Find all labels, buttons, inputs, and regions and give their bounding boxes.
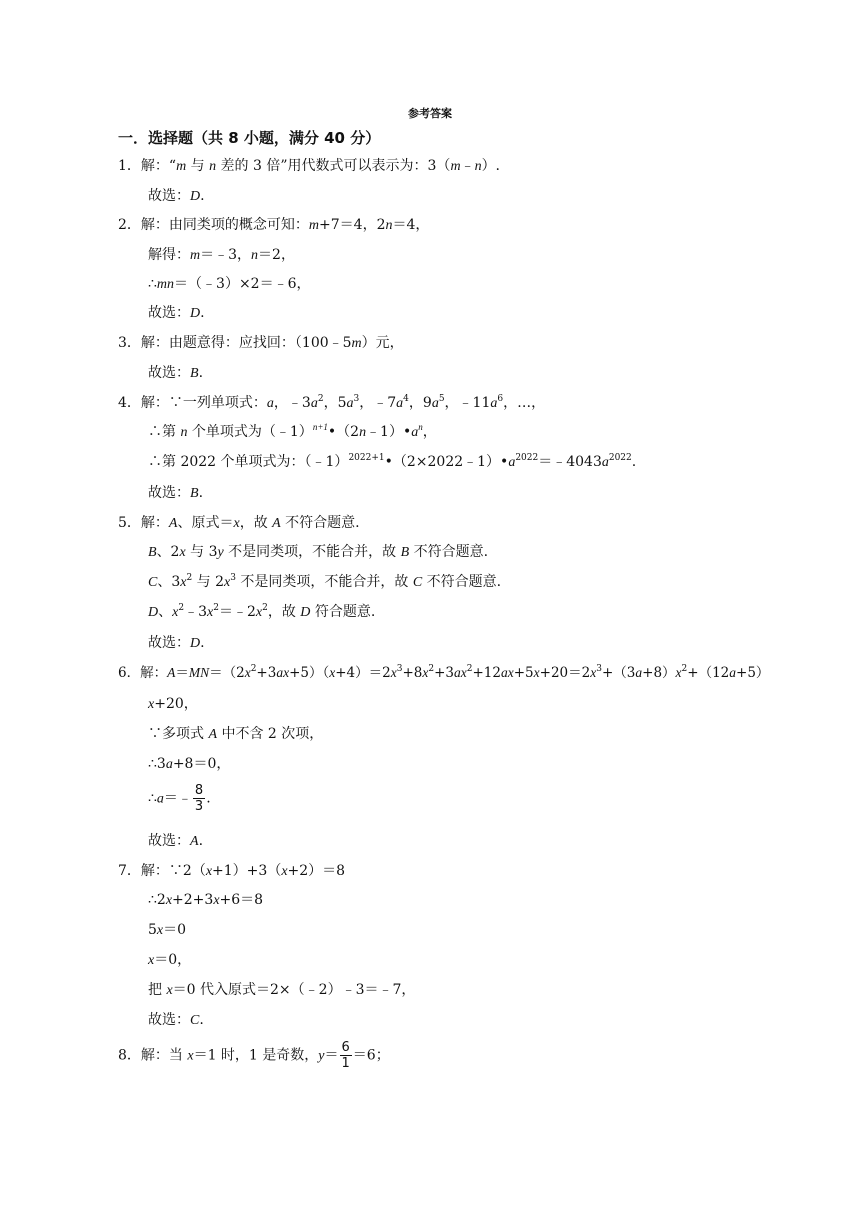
q6-line-4: ∴3a+8＝0， [148,756,231,772]
section-heading: 一．选择题（共 8 小题，满分 40 分） [118,129,381,147]
q2-line-2: 解得：m＝﹣3，n＝2， [148,247,295,263]
q2-answer: 故选：D. [148,305,205,321]
page-title: 参考答案 [408,107,452,120]
q6-line-3: ∵多项式 A 中不含 2 次项， [148,726,324,742]
q7-answer: 故选：C. [148,1012,204,1028]
q5-line-4: D、$x^2﹣3x^2=﹣2x^2$，故 D 符合题意. [148,603,376,620]
q4-line-3: ∴第 2022 个单项式为：$(﹣1)^{2022+1}•(2\times 2022﹣1)•a^{2022}=﹣4043a^{2022}$. [148,453,637,470]
q7-line-2: ∴2x+2+3x+6＝8 [148,892,264,908]
q5-answer: 故选：D. [148,635,205,651]
q1-answer: 故选：D. [148,188,205,204]
q7-line-1: 7．解：∵2（x+1）+3（x+2）＝8 [118,863,346,879]
q4-line-2: ∴第 n 个单项式为$(﹣1)^{n+1}•(2n﹣1)•a^n$， [148,422,437,440]
q5-line-3: C、$3x^2$ 与 $2x^3$ 不是同类项，不能合并，故 C 不符合题意. [148,573,502,590]
q5-line-1: 5．解：A、原式＝x，故 A 不符合题意. [118,515,360,531]
q7-line-5: 把 x＝0 代入原式＝2×（﹣2）﹣3＝﹣7， [148,982,416,998]
q4-line-1: 4．解：∵一列单项式：a，$﹣3a^2$，$5a^3$，$﹣7a^4$，$9a^5$，$﹣11a^6$，…， [118,394,546,411]
q4-answer: 故选：B. [148,485,204,501]
q7-line-4: x＝0， [148,952,192,968]
q6-line-5: ∴a＝﹣ $\frac{8}{3}$ . [148,783,211,814]
q3-answer: 故选：B. [148,365,204,381]
fraction: $\frac{8}{3}$ [194,783,204,814]
q6-answer: 故选：A. [148,833,204,849]
q3-line: 3．解：由题意得：应找回：（100﹣5m）元， [118,335,404,351]
q5-line-2: B、2x 与 3y 不是同类项，不能合并，故 B 不符合题意. [148,544,489,560]
fraction: $\frac{6}{1}$ [341,1040,350,1071]
q8-line: 8．解：当 x＝1 时，1 是奇数，y＝ $\frac{6}{1}$ ＝6； [118,1040,390,1071]
q6-line-2: x+20， [148,696,198,712]
q7-line-3: 5x＝0 [148,922,187,938]
q2-line-1: 2．解：由同类项的概念可知：m+7＝4，2n＝4， [118,217,430,233]
q2-line-3: ∴mn＝（﹣3）×2＝﹣6， [148,276,311,292]
q6-line-1: 6．解：$A=MN=(2x^2+3ax+5)(x+4)=2x^3+8x^2+3ax^2+12ax+5x+20=2x^3+(3a+8)x^2+(12a+5)$ [118,664,770,681]
q1-line: 1．解：“m 与 n 差的 3 倍”用代数式可以表示为：3（m﹣n）. [118,158,501,174]
